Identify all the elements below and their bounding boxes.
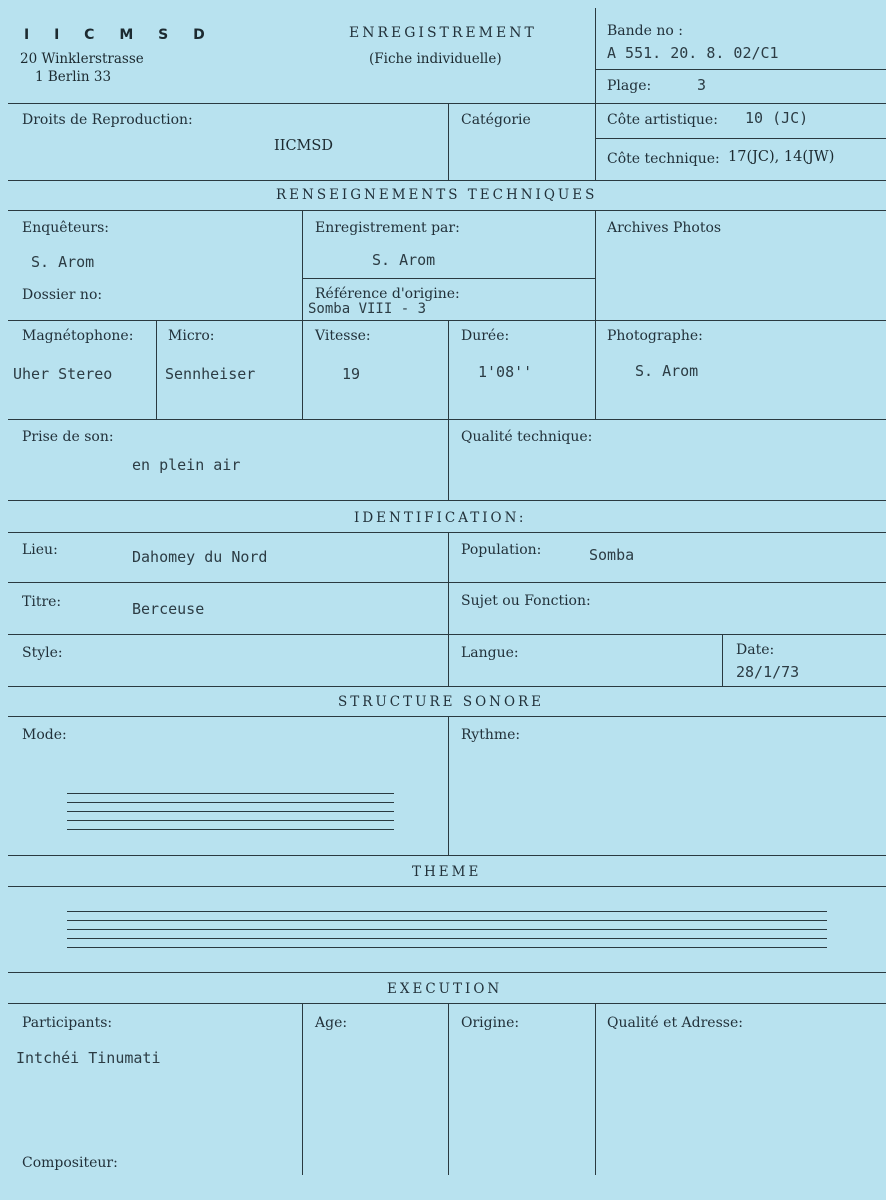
prise-de-son-label: Prise de son: [22, 429, 114, 445]
vitesse-value: 19 [342, 365, 361, 383]
divider [448, 103, 449, 180]
vitesse-label: Vitesse: [315, 328, 371, 344]
droits-label: Droits de Reproduction: [22, 112, 193, 128]
photographe-label: Photographe: [607, 328, 703, 344]
prise-de-son-value: en plein air [132, 456, 241, 474]
divider [8, 103, 886, 104]
qualite-technique-label: Qualité technique: [461, 429, 593, 445]
population-value: Somba [589, 546, 635, 564]
cote-technique-label: Côte technique: [607, 151, 720, 167]
divider [302, 278, 596, 279]
divider [448, 532, 449, 686]
plage-label: Plage: [607, 78, 652, 94]
divider [8, 500, 886, 501]
dossier-label: Dossier no: [22, 287, 103, 303]
photographe-value: S. Arom [635, 362, 699, 380]
divider [596, 69, 886, 70]
form-subtitle: (Fiche individuelle) [369, 51, 502, 67]
divider [8, 1003, 886, 1004]
divider [448, 1003, 449, 1175]
magnetophone-value: Uher Stereo [13, 365, 113, 383]
population-label: Population: [461, 542, 542, 558]
divider [8, 180, 886, 181]
micro-value: Sennheiser [165, 365, 256, 383]
lieu-value: Dahomey du Nord [132, 548, 268, 566]
section-heading-structure: STRUCTURE SONORE [338, 694, 545, 710]
langue-label: Langue: [461, 645, 519, 661]
divider [8, 634, 886, 635]
lieu-label: Lieu: [22, 542, 58, 558]
bande-label: Bande no : [607, 23, 683, 39]
divider [8, 532, 886, 533]
divider [8, 419, 886, 420]
enqueteurs-label: Enquêteurs: [22, 220, 110, 236]
org-address-street: 20 Winklerstrasse [20, 51, 144, 67]
qualite-adresse-label: Qualité et Adresse: [607, 1015, 743, 1031]
cote-artistique-label: Côte artistique: [607, 112, 718, 128]
divider [596, 138, 886, 139]
style-label: Style: [22, 645, 63, 661]
divider [8, 210, 886, 211]
enregistrement-par-label: Enregistrement par: [315, 220, 460, 236]
plage-value: 3 [697, 76, 707, 94]
org-name: I I C M S D [24, 27, 215, 43]
reference-origine-label: Référence d'origine: [315, 286, 460, 302]
mode-label: Mode: [22, 727, 67, 743]
divider [595, 210, 596, 419]
divider [8, 855, 886, 856]
divider [8, 716, 886, 717]
section-heading-execution: EXECUTION [387, 981, 503, 997]
cote-technique-value: 17(JC), 14(JW) [728, 149, 835, 165]
categorie-label: Catégorie [461, 112, 531, 128]
form-title: ENREGISTREMENT [349, 25, 537, 41]
age-label: Age: [315, 1015, 348, 1031]
enqueteurs-value: S. Arom [31, 253, 95, 271]
divider [722, 634, 723, 686]
divider [156, 320, 157, 419]
cote-artistique-value: 10 (JC) [745, 109, 809, 127]
compositeur-label: Compositeur: [22, 1155, 118, 1171]
date-value: 28/1/73 [736, 663, 800, 681]
titre-value: Berceuse [132, 600, 205, 618]
divider [302, 1003, 303, 1175]
duree-value: 1'08'' [478, 363, 533, 381]
enregistrement-par-value: S. Arom [372, 251, 436, 269]
divider [8, 972, 886, 973]
divider [302, 210, 303, 419]
sujet-fonction-label: Sujet ou Fonction: [461, 593, 591, 609]
org-address-city: 1 Berlin 33 [35, 69, 112, 85]
bande-value: A 551. 20. 8. 02/C1 [607, 44, 779, 62]
divider [448, 419, 449, 500]
origine-label: Origine: [461, 1015, 520, 1031]
section-heading-technique: RENSEIGNEMENTS TECHNIQUES [276, 187, 598, 203]
section-heading-theme: THEME [412, 864, 482, 880]
divider [595, 8, 596, 180]
duree-label: Durée: [461, 328, 510, 344]
participants-value: Intchéi Tinumati [16, 1049, 161, 1067]
magnetophone-label: Magnétophone: [22, 328, 134, 344]
divider [448, 320, 449, 419]
divider [8, 320, 886, 321]
divider [8, 686, 886, 687]
reference-origine-value: Somba VIII - 3 [308, 301, 427, 317]
date-label: Date: [736, 642, 775, 658]
divider [448, 716, 449, 855]
micro-label: Micro: [168, 328, 215, 344]
divider [595, 1003, 596, 1175]
divider [8, 582, 886, 583]
section-heading-identification: IDENTIFICATION: [354, 510, 527, 526]
rythme-label: Rythme: [461, 727, 521, 743]
archives-photos-label: Archives Photos [607, 220, 722, 236]
droits-value: IICMSD [274, 138, 333, 154]
titre-label: Titre: [22, 594, 62, 610]
divider [8, 886, 886, 887]
participants-label: Participants: [22, 1015, 113, 1031]
